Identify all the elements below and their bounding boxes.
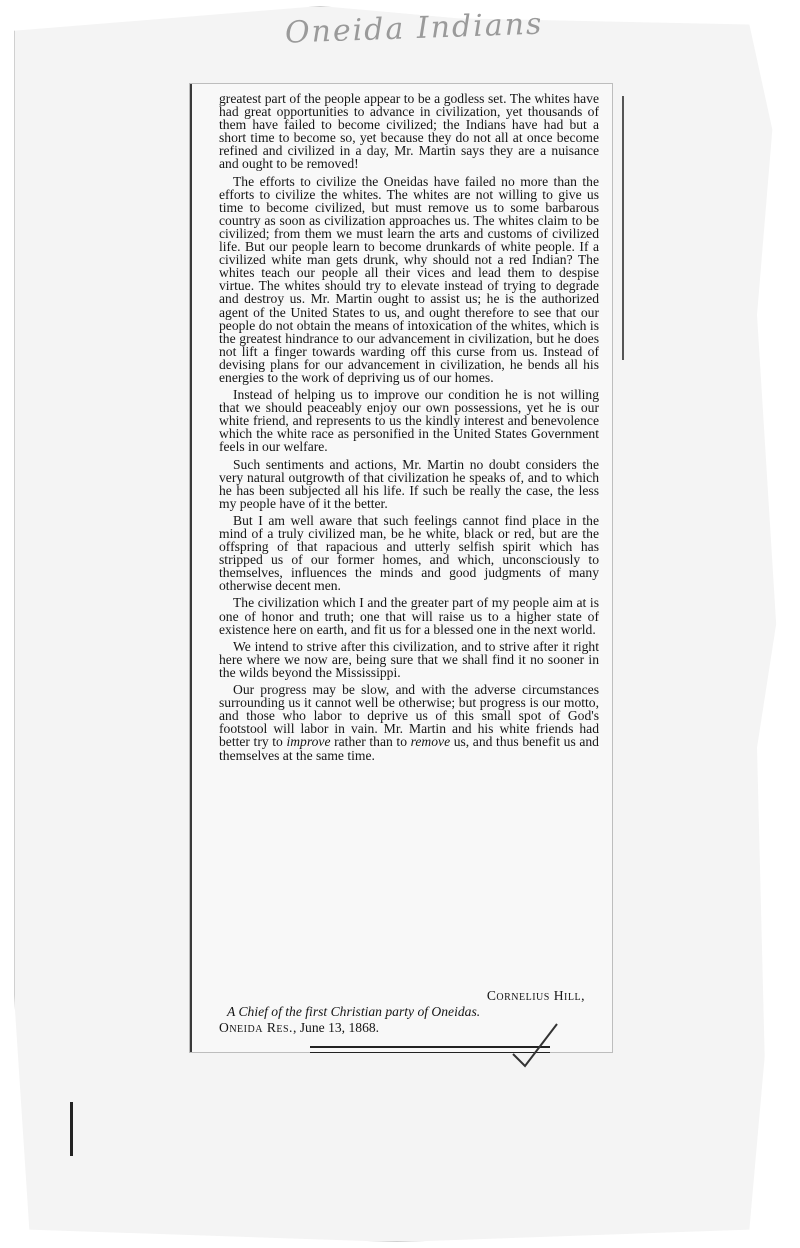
article-paragraph: But I am well aware that such feelings cannot find place in the mind of a truly civilized man, be he white, black or red, but are the offspring of that rapacious and utterly selfish spirit which has stripped us of our former homes, and which, unconsciously to themselves, influences the minds and good judgments of many otherwise decent men.: [219, 512, 599, 594]
article-body: [219, 92, 599, 766]
check-mark-icon: [505, 1020, 565, 1070]
article-paragraph: The civilization which I and the greater part of my people aim at is one of honor and truth; one that will raise us to a higher state of existence here on earth, and fit us for a blessed one in the next world.: [219, 595, 599, 637]
emphasis-remove: remove: [410, 734, 451, 750]
text-run: rather than to: [330, 734, 411, 750]
article-paragraph-last: [219, 683, 599, 762]
article-paragraph: greatest part of the people appear to be a godless set. The whites have had great opportunities to advance in civilization, yet thousands of them have failed to become civilized; the Indians have had but a short time to become so, yet because they do not all at once become refined and civilized in a day, Mr. Martin says they are a nuisance and ought to be removed!: [219, 91, 599, 172]
margin-mark: [70, 1102, 73, 1156]
column-rule: [622, 96, 624, 360]
article-paragraph: Instead of helping us to improve our condition he is not willing that we should peaceably enjoy our own possessions, yet he is our white friend, and represents to us the kindly interest and benevolence which the white race as personified in the United States Government feels in our welfare.: [219, 387, 599, 455]
text-run: us, and thus benefit us and themselves at the same time.: [219, 734, 599, 763]
text-run: Our progress may be slow, and with the adverse circumstances surrounding us it cannot well be otherwise; but progress is our motto, and those who labor to deprive us of this small spot of God's footstool will labor in vain. Mr. Martin and his white friends had better try to: [219, 682, 599, 750]
article-paragraph: The efforts to civilize the Oneidas have failed no more than the efforts to civilize the whites. The whites are not willing to give us time to become civilized, but must remove us to some barbarous country as soon as civilization approaches us. The whites claim to be civilized; from them we must learn the arts and customs of civilized life. But our people learn to become drunkards of white people. If a civilized white man gets drunk, why should not a red Indian? The whites teach our people all their vices and lead them to despise virtue. The whites should try to elevate instead of trying to degrade and destroy us. Mr. Martin ought to assist us; he is the authorized agent of the United States to us, and ought therefore to see that our people do not obtain the means of intoxication of the whites, which is the greatest hindrance to our advancement in civilization, but he does not lift a finger towards warding off this curse from us. Instead of devising plans for our advancement in civilization, he bends all his energies to the work of depriving us of our homes.: [219, 173, 599, 385]
emphasis-improve: improve: [286, 734, 331, 750]
dateline-date: , June 13, 1868.: [292, 1020, 380, 1035]
author-title: A Chief of the first Christian party of Oneidas.: [227, 1004, 481, 1019]
handwritten-note: Oneida Indians: [284, 6, 544, 51]
dateline-place: Oneida Res.: [219, 1020, 293, 1035]
author-name: Cornelius Hill,: [486, 988, 585, 1003]
article-paragraph: Such sentiments and actions, Mr. Martin no doubt considers the very natural outgrowth of that civilization he speaks of, and to which he has been subjected all his life. If such be really the case, the less my people have of it the better.: [219, 456, 599, 511]
article-paragraph: We intend to strive after this civilization, and to strive after it right here where we now are, being sure that we shall find it no sooner in the wilds beyond the Mississippi.: [219, 638, 599, 680]
